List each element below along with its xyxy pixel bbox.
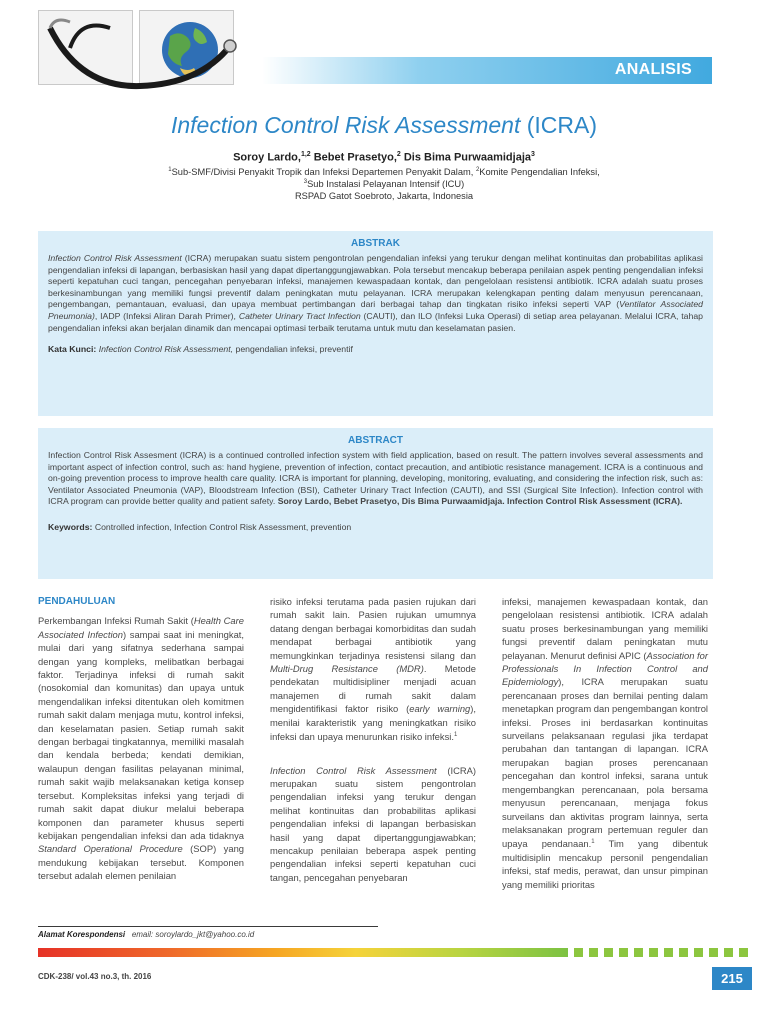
abstrak-ital-2: Ventilator Associated Pneumonia) [48,299,703,321]
affil-text-3: Sub Instalasi Pelayanan Intensif (ICU) [307,179,465,190]
c1-ital-1: Health Care Associated Infection [38,615,244,640]
c2-part-c: ), menilai karakteristik yang meningkatkan risiko infeksi dan upaya menurunkan risiko infeksi. [270,703,476,743]
c2-ref-1: 1 [453,732,458,739]
title-plain: (ICRA) [520,112,598,138]
affiliation-line-1 [0,167,768,177]
affil-sup-2: 2 [475,167,480,173]
page-number: 215 [712,967,752,990]
keywords [48,522,703,534]
footer-segment [619,948,628,957]
footer-segment [604,948,613,957]
c1-part-b: ) sampai saat ini meningkat, mulai dari yang sifatnya sederhana sampai dengan yang kompleks, melibatkan berbagai faktor. Terjadinya infeksi di rumah sakit (nosokomial dan komunitas) dan upaya untuk mengendalikan infeksi ditentukan oleh komitmen rumah sakit dalam menjaga mutu, kontrol infeksi, dan keselamatan pasien. Setiap rumah sakit dengan berbagai tingkatannya, memiliki masalah dan kendala berbeda; kendati demikian, walaupun dengan fasilitas pelayanan minimal, rumah sakit wajib melaksanakan ketiga konsep tersebut. Kompleksitas infeksi yang terjadi di rumah sakit dapat diukur melalui beberapa komponen dan parameter khusus seperti kebijakan pengendalian infeksi dan ada tidaknya [38,628,244,841]
column-1-text [38,614,244,882]
journal-footer: CDK-238/ vol.43 no.3, th. 2016 [38,972,152,981]
authors-line [0,151,768,164]
abstrak-part-b: , IADP (Infeksi Aliran Darah Primer), [94,310,239,321]
affiliation-line-2 [0,179,768,189]
section-band [262,57,712,84]
c2-ital-3: Infection Control Risk Assessment [270,764,437,776]
author-3-sup: 3 [531,151,535,158]
abstrak-ital-1: Infection Control Risk Assessment [48,253,182,263]
article-title [0,112,768,139]
footer-segment [664,948,673,957]
column-2-text-1 [270,595,476,744]
c2-ital-1: Multi-Drug Resistance (MDR) [270,663,424,675]
footer-segment [739,948,748,957]
abstrak-box [38,231,713,416]
body-column-1 [38,595,244,883]
abstract-text [48,450,703,508]
affil-text-2: Komite Pengendalian Infeksi, [479,167,600,178]
author-1: Soroy Lardo, [233,151,301,164]
abstrak-ital-3: Catheter Urinary Tract Infection [238,310,361,321]
title-italic: Infection Control Risk Assessment [170,112,521,138]
c3-part-a: infeksi, manajemen kewaspadaan kontak, dan pengelolaan resistensi antibiotik. ICRA adalah suatu proses berkesinambungan yang memiliki fungsi preventif dalam peningkatan mutu pelayanan. Menurut definisi APIC ( [502,596,708,661]
kata-kunci [48,344,703,356]
c3-part-b: ), ICRA merupakan suatu perencanaan proses dan bernilai penting dalam menetapkan program dan pengembangan kontrol infeksi. Proses ini berdasarkan kontinuitas surveilans pelaksanaan regulasi jika terdapat perubahan dan tantangan di lapangan. ICRA merupakan bagian proses perencanaan pencegahan dan kontrol infeksi, sarana untuk mengembangkan perencanaan, pola bersama menyusun perencanaan, menjaga fokus surveilans dan aktivitas program lainnya, serta melaksanakan program pertemuan reguler dan upaya pendanaan. [502,676,708,850]
affil-sup-1: 1 [168,167,172,173]
section-label: ANALISIS [614,61,692,78]
c2-part-b: . Metode pendekatan multidisipliner menjadi acuan manajemen di rumah sakit dalam mengidentifikasi faktor risiko ( [270,663,476,715]
correspondence [38,930,254,939]
abstract-citation: Soroy Lardo, Bebet Prasetyo, Dis Bima Purwaamidjaja. Infection Control Risk Assessment (ICRA). [277,496,683,507]
abstrak-part-a: (ICRA) merupakan suatu sistem pengontrolan pengendalian infeksi yang terukur dengan melihat kontinuitas dan probabilitas aplikasi pengendalian infeksi di lapangan, berbasiskan hasil yang dapat dipertanggungjawabkan. Pola tersebut mencakup beberapa penilaian aspek penting pengendalian infeksi seperti kepatuhan cuci tangan, pencegahan penyebaran infeksi, manajemen kewaspadaan kontak, dan pengelolaan resistensi antibiotik. ICRA adalah suatu proses berkesinambungan yang memiliki fungsi preventif dalam peningkatan mutu pelayanan. ICRA merupakan kelengkapan penting dalam menyusun perencanaan, pengembangan, pemantauan, evaluasi, dan upaya membuat pertimbangan dari berbagai tahap dan tingkatan risiko infeksi seperti VAP ( [48,253,703,310]
c2-part-a: risiko infeksi terutama pada pasien rujukan dari rumah sakit lain. Pasien rujukan umumnya datang dengan berbagai komorbiditas dan sudah mendapat berbagai antibiotik yang memungkinkan terjadinya resistensi silang dan [270,596,476,661]
author-2-sup: 2 [396,151,401,158]
footer-segment [574,948,583,957]
correspondence-label: Alamat Korespondensi [38,930,126,939]
footer-segment [634,948,643,957]
c1-ital-2: Standard Operational Procedure [38,843,183,855]
affil-sup-3: 3 [303,179,308,185]
kata-kunci-label: Kata Kunci: [48,344,99,355]
footer-segment [679,948,688,957]
keywords-rest: Controlled infection, Infection Control Risk Assessment, prevention [94,521,352,532]
c1-part-c: (SOP) yang mendukung kebijakan tersebut. Komponen tersebut adalah elemen penilaian [38,843,244,882]
stethoscope-globe-illustration [30,8,240,98]
c3-ital-1: Association for Professionals In Infection Control and Epidemiology [502,649,708,688]
column-3-text [502,595,708,891]
abstract-part-a: Infection Control Risk Assesment (ICRA) is a continued controlled infection system with field application, based on result. The pattern involves several assessments and important aspect of infection control, such as: hand hygiene, prevention of infection, contact precaution, and antibiotic resistance management. ICRA is a continuous and on-going prevention process to improve health care quality. ICRA is important for planning, developing, monitoring, evaluating, and considering the infection risk, such as: Ventilator Associated Pneumonia (VAP), Bloodstream Infection (BSI), Catheter Urinary Tract Infection (CAUTI), and SSI (Surgical Site Infection). Infection control with ICRA program can provide better quality and patient safety. [48,450,703,507]
author-1-sup: 1,2 [300,151,311,158]
footer-segment [589,948,598,957]
abstrak-heading: ABSTRAK [351,238,400,249]
affil-text-1: Sub-SMF/Divisi Penyakit Tropik dan Infeksi Departemen Penyakit Dalam, [171,167,476,178]
footer-segment [724,948,733,957]
correspondence-email: email: soroylardo_jkt@yahoo.co.id [131,930,255,939]
kata-kunci-rest: pengendalian infeksi, preventif [233,344,353,355]
abstrak-part-c: (CAUTI), dan ILO (Infeksi Luka Operasi) di setiap area pelayanan. Melalui ICRA, tahap pengendalian infeksi akan berjalan dinamik dan mencapai optimasi terbaik terutama untuk mutu dan keselamatan pasien. [48,310,703,333]
kata-kunci-ital: Infection Control Risk Assessment, [98,344,234,355]
c2-part-d: (ICRA) merupakan suatu sistem pengontrolan pengendalian infeksi yang terukur dengan melihat kontinuitas dan probabilitas aplikasi pengendalian infeksi di lapangan berbasiskan hasil yang dapat dipertanggungjawabkan; mencakup penilaian beberapa aspek penting pengendalian infeksi seperti kepatuhan cuci tangan, pencegahan penyebaran [270,764,477,883]
affiliation-line-3: RSPAD Gatot Soebroto, Jakarta, Indonesia [294,191,474,201]
c2-ital-2: early warning [409,703,471,715]
footer-color-bar [38,948,568,957]
abstract-heading: ABSTRACT [348,435,403,446]
keywords-label: Keywords: [48,521,95,532]
body-column-2 [270,595,476,884]
abstract-box [38,428,713,579]
c3-ref-1: 1 [591,839,595,846]
footer-segment [649,948,658,957]
section-heading-pendahuluan: PENDAHULUAN [38,596,116,607]
body-column-3 [502,595,708,891]
abstrak-text [48,253,703,334]
c3-part-c: Tim yang dibentuk multidisiplin mencakup personil pengendalian infeksi, staf medis, perawat, dan unsur pimpinan yang memiliki prioritas [502,838,708,890]
author-2: Bebet Prasetyo, [310,151,397,164]
column-2-text-2 [270,764,476,885]
author-3: Dis Bima Purwaamidjaja [400,151,531,164]
correspondence-rule [38,926,378,927]
c1-part-a: Perkembangan Infeksi Rumah Sakit ( [38,615,194,627]
paragraph-gap [270,744,476,764]
footer-segment [709,948,718,957]
footer-segment [694,948,703,957]
